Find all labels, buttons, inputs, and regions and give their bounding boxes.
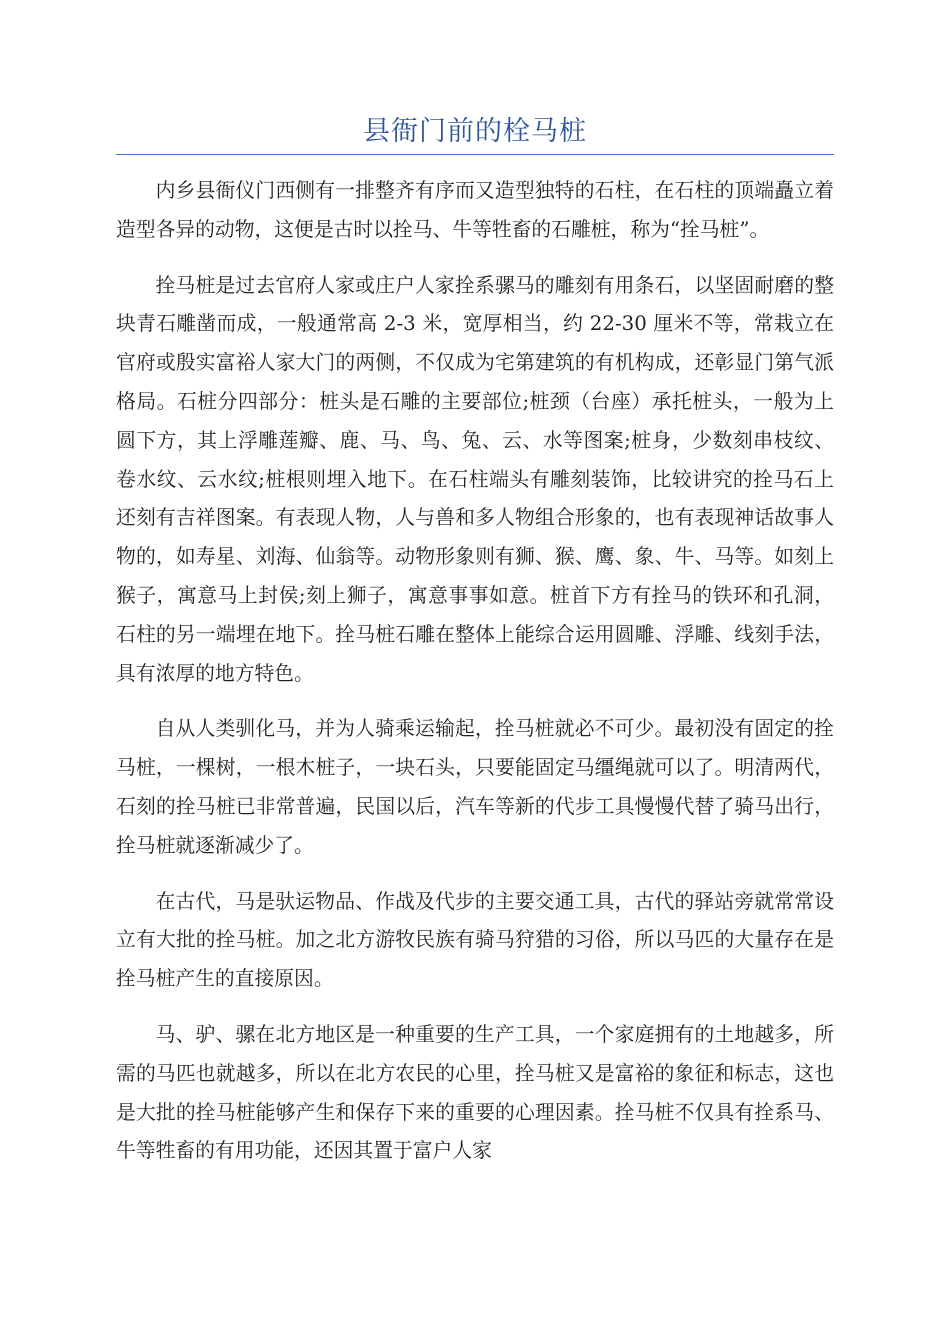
- paragraph-1: 内乡县衙仪门西侧有一排整齐有序而又造型独特的石柱，在石柱的顶端矗立着造型各异的动物，这便是古时以拴马、牛等牲畜的石雕桩，称为“拴马桩”。: [116, 179, 834, 241]
- paragraph-5: 马、驴、骡在北方地区是一种重要的生产工具，一个家庭拥有的土地越多，所需的马匹也就越多，所以在北方农民的心里，拴马桩又是富裕的象征和标志，这也是大批的拴马桩能够产生和保存下来的重要的心理因素。拴马桩不仅具有拴系马、牛等牲畜的有用功能，还因其置于富户人家: [116, 1022, 834, 1163]
- title-underline: [116, 154, 834, 155]
- document-title: 县衙门前的栓马桩: [363, 116, 587, 147]
- paragraph-3: 自从人类驯化马，并为人骑乘运输起，拴马桩就必不可少。最初没有固定的拴马桩，一棵树，一根木桩子，一块石头，只要能固定马缰绳就可以了。明清两代，石刻的拴马桩已非常普遍，民国以后，汽车等新的代步工具慢慢代替了骑马出行，拴马桩就逐渐减少了。: [116, 717, 834, 857]
- document-body: [116, 172, 834, 1188]
- paragraph-4: 在古代，马是驮运物品、作战及代步的主要交通工具，古代的驿站旁就常常设立有大批的拴马桩。加之北方游牧民族有骑马狩猎的习俗，所以马匹的大量存在是拴马桩产生的直接原因。: [116, 889, 834, 991]
- paragraph-2: 拴马桩是过去官府人家或庄户人家拴系骡马的雕刻有用条石，以坚固耐磨的整块青石雕凿而成，一般通常高 2-3 米，宽厚相当，约 22-30 厘米不等，常栽立在官府或殷实富裕人家大门的两侧，不仅成为宅第建筑的有机构成，还彰显门第气派格局。石桩分四部分：桩头是石雕的主要部位;桩颈（台座）承托桩头，一般为上圆下方，其上浮雕莲瓣、鹿、马、鸟、兔、云、水等图案;桩身，少数刻串枝纹、卷水纹、云水纹;桩根则埋入地下。在石柱端头有雕刻装饰，比较讲究的拴马石上还刻有吉祥图案。有表现人物，人与兽和多人物组合形象的，也有表现神话故事人物的，如寿星、刘海、仙翁等。动物形象则有狮、猴、鹰、象、牛、马等。如刻上猴子，寓意马上封侯;刻上狮子，寓意事事如意。桩首下方有拴马的铁环和孔洞，石柱的另一端埋在地下。拴马桩石雕在整体上能综合运用圆雕、浮雕、线刻手法，具有浓厚的地方特色。: [116, 273, 834, 685]
